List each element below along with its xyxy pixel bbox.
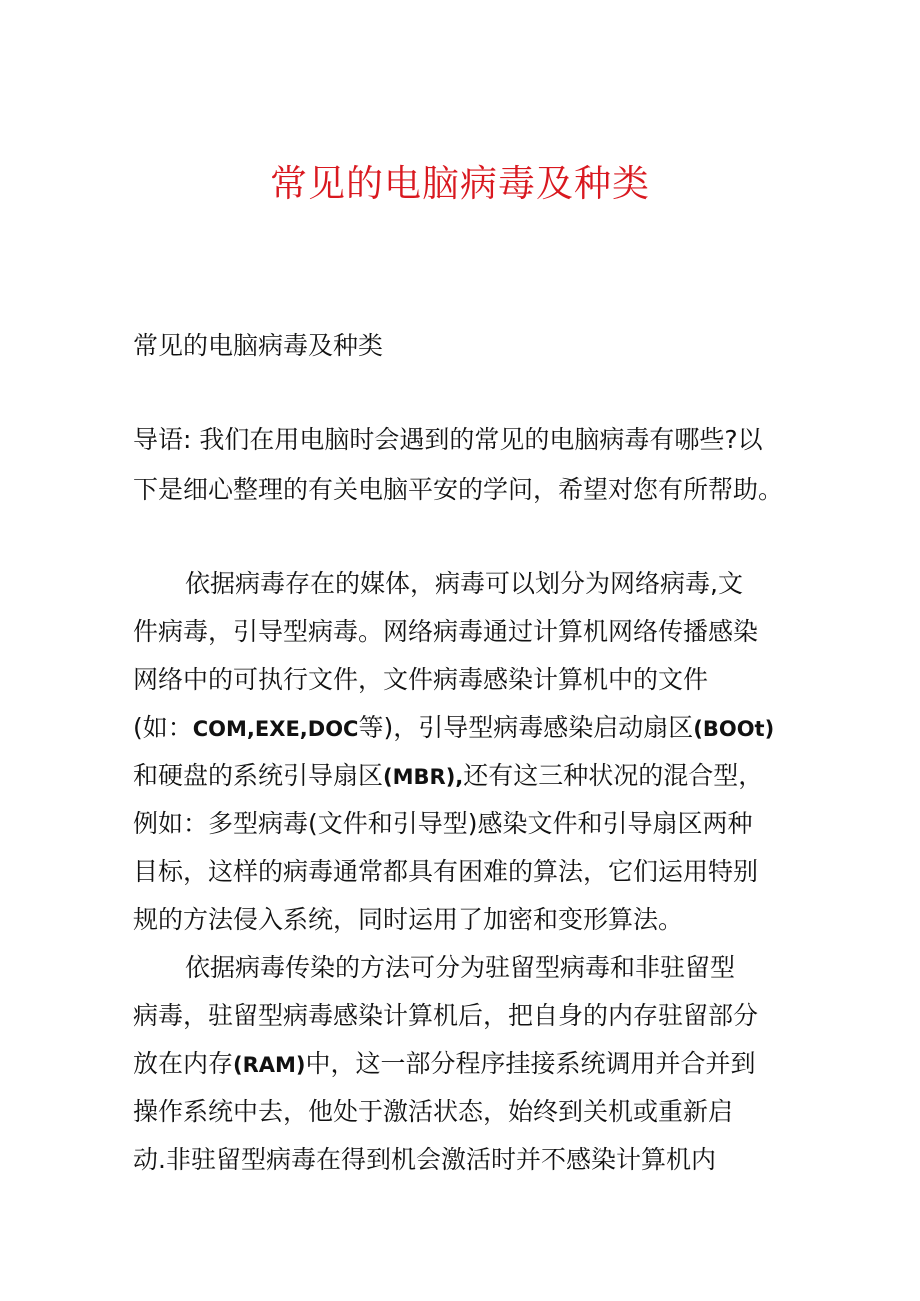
document-title: 常见的电脑病毒及种类 bbox=[270, 162, 650, 205]
paragraph1-line-1: 依据病毒存在的媒体，病毒可以划分为网络病毒,文 bbox=[185, 569, 743, 598]
text-run-bold: (RAM) bbox=[233, 1053, 306, 1077]
text-run: 放在内存 bbox=[133, 1049, 234, 1078]
paragraph2-line-5: 动.非驻留型病毒在得到机会激活时并不感染计算机内 bbox=[133, 1145, 716, 1174]
text-run: 等)，引导型病毒感染启动扇区 bbox=[358, 713, 694, 742]
paragraph1-line-7: 目标，这样的病毒通常都具有困难的算法，它们运用特别 bbox=[133, 857, 759, 886]
text-run: 中，这一部分程序挂接系统调用并合并到 bbox=[305, 1049, 756, 1078]
paragraph1-line-3: 网络中的可执行文件，文件病毒感染计算机中的文件 bbox=[133, 665, 709, 694]
text-run-bold: (BOOt) bbox=[693, 717, 775, 741]
text-run: 还有这三种状况的混合型， bbox=[463, 761, 764, 790]
intro-line-2: 下是细心整理的有关电脑平安的学问，希望对您有所帮助。 bbox=[133, 475, 784, 504]
paragraph2-line-3 bbox=[133, 1044, 756, 1085]
paragraph2-line-2: 病毒，驻留型病毒感染计算机后，把自身的内存驻留部分 bbox=[133, 1001, 759, 1030]
paragraph2-line-4: 操作系统中去，他处于激活状态，始终到关机或重新启 bbox=[133, 1097, 734, 1126]
paragraph1-line-2: 件病毒，引导型病毒。网络病毒通过计算机网络传播感染 bbox=[133, 617, 759, 646]
paragraph1-line-6: 例如：多型病毒(文件和引导型)感染文件和引导扇区两种 bbox=[133, 809, 753, 838]
paragraph2-line-1: 依据病毒传染的方法可分为驻留型病毒和非驻留型 bbox=[185, 953, 736, 982]
paragraph1-line-5 bbox=[133, 756, 763, 797]
text-run-bold: (MBR), bbox=[383, 765, 464, 789]
text-run: (如： bbox=[133, 713, 193, 742]
text-run-bold: COM,EXE,DOC bbox=[192, 717, 359, 741]
document-subtitle: 常见的电脑病毒及种类 bbox=[133, 331, 384, 360]
paragraph1-line-8: 规的方法侵入系统，同时运用了加密和变形算法。 bbox=[133, 905, 684, 934]
text-run: 和硬盘的系统引导扇区 bbox=[133, 761, 384, 790]
paragraph1-line-4 bbox=[133, 708, 774, 749]
intro-line-1: 导语: 我们在用电脑时会遇到的常见的电脑病毒有哪些?以 bbox=[133, 425, 763, 454]
